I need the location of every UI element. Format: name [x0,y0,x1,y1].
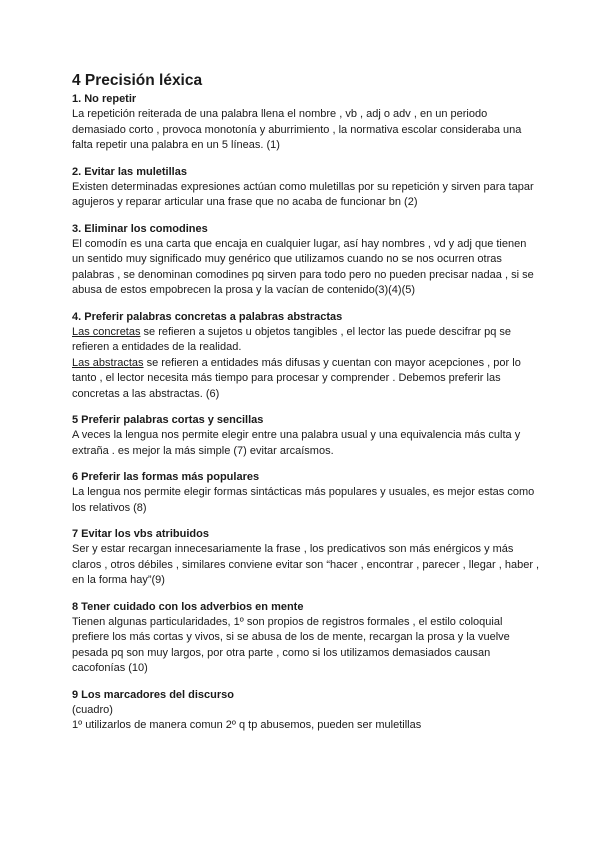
section-heading: 7 Evitar los vbs atribuidos [72,528,209,540]
section-formas-populares [72,470,540,516]
section-text: A veces la lengua nos permite elegir entre una palabra usual y una equivalencia más culta y extraña . es mejor la más simple (7) evitar arcaísmos. [72,429,521,457]
section-heading: 6 Preferir las formas más populares [72,471,260,483]
concretas-text: se refieren a sujetos u objetos tangibles , el lector las puede descifrar pq se refieren a entidades de la realidad. [72,325,512,353]
abstractas-text: se refieren a entidades más difusas y cuentan con mayor acepciones , por lo tanto , el lector necesita más tiempo para procesar y comprender . Debemos preferir las concretas a las abstractas. (6) [72,356,521,400]
section-text: La repetición reiterada de una palabra llena el nombre , vb , adj o adv , en un periodo demasiado corto , provoca monotonía y aburrimiento , la normativa escolar consideraba una falta repetir una palabra en un 5 líneas. (1) [72,108,522,151]
section-text: Existen determinadas expresiones actúan como muletillas por su repetición y sirven para tapar agujeros y reparar articular una frase que no acaba de funcionar bn (2) [72,180,534,208]
section-line-1: (cuadro) [72,703,113,716]
section-muletillas [72,165,540,211]
concretas-label: Las concretas [72,325,141,338]
section-heading: 8 Tener cuidado con los adverbios en mente [72,600,304,613]
section-heading: 9 Los marcadores del discurso [72,688,235,701]
section-line-2: 1º utilizarlos de manera comun 2º q tp abusemos, pueden ser muletillas [72,719,422,731]
section-heading: 1. No repetir [72,93,137,105]
section-heading: 3. Eliminar los comodines [72,222,208,235]
section-vbs-atribuidos [72,527,540,589]
section-text: El comodín es una carta que encaja en cualquier lugar, así hay nombres , vd y adj que tienen un sentido muy significado muy genérico que utilizamos cuando no se nos ocurren otras palabras , se denominan comodines pq sirven para todo pero no pueden precisar nadaa , si se abusa de estos empobrecen la prosa y la vacían de contenido(3)(4)(5) [72,237,534,296]
section-comodines [72,222,540,299]
section-heading: 5 Preferir palabras cortas y sencillas [72,414,264,426]
section-text: Ser y estar recargan innecesariamente la frase , los predicativos son más enérgicos y más claros , otros débiles , similares conviene evitar son “hacer , encontrar , parecer , llegar , haber , en la forma hay”(9) [72,543,540,586]
abstractas-paragraph [72,356,540,403]
section-concretas-abstractas [72,310,540,403]
section-adverbios-mente [72,600,540,677]
section-no-repetir [72,92,540,154]
section-text: La lengua nos permite elegir formas sintácticas más populares y usuales, es mejor estas como los relativos (8) [72,486,535,514]
abstractas-label: Las abstractas [72,356,144,369]
section-heading: 4. Preferir palabras concretas a palabras abstractas [72,310,343,323]
document-title: 4 Precisión léxica [72,72,203,89]
section-marcadores [72,688,540,734]
section-heading: 2. Evitar las muletillas [72,165,187,178]
section-palabras-cortas [72,413,540,459]
section-text: Tienen algunas particularidades, 1º son propios de registros formales , el estilo coloquial prefiere los más cortas y vivos, si se abusa de los de mente, recargan la prosa y la vuelve pesada pq son muy largos, por otra parte , como si los utilizamos demasiados causan cacofonías (10) [72,615,510,674]
concretas-paragraph [72,325,540,356]
